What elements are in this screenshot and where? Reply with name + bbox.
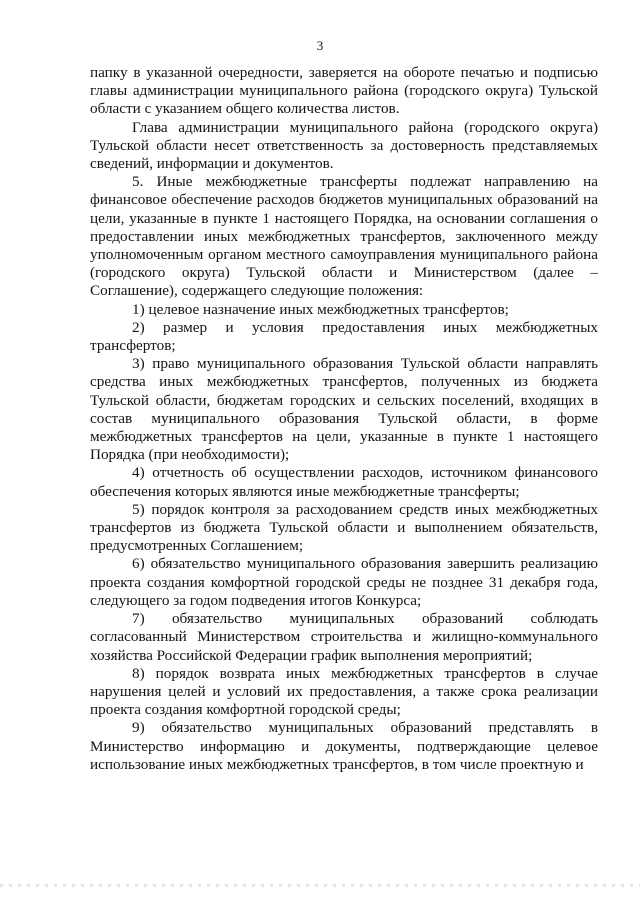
list-item-5: 5) порядок контроля за расходованием средств иных межбюджетных трансфертов из бюджета Тульской области и выполнением обязательств, предусмотренных Соглашением; [90, 500, 598, 555]
page-number: 3 [316, 38, 324, 53]
list-item-9: 9) обязательство муниципальных образований представлять в Министерство информацию и документы, подтверждающие целевое использование иных межбюджетных трансфертов, в том числе проектную и [90, 719, 598, 773]
list-item-3: 3) право муниципального образования Тульской области направлять средства иных межбюджетных трансфертов, полученных из бюджета Тульской области, бюджетам городских и сельских поселений, входящих в состав муниципального образования Тульской области, в форме межбюджетных трансфертов на цели, указанные в пункте 1 настоящего Порядка (при необходимости); [90, 355, 598, 464]
list-item-7: 7) обязательство муниципальных образований соблюдать согласованный Министерством строительства и жилищно-коммунального хозяйства Российской Федерации график выполнения мероприятий; [90, 610, 598, 664]
list-item-4: 4) отчетность об осуществлении расходов, источником финансового обеспечения которых являются иные межбюджетные трансферты; [90, 464, 598, 500]
paragraph-head-responsibility: Глава администрации муниципального района (городского округа) Тульской области несет ответственность за достоверность представляемых сведений, информации и документов. [90, 118, 598, 173]
document-body [90, 64, 598, 774]
list-item-8: 8) порядок возврата иных межбюджетных трансфертов в случае нарушения целей и условий их предоставления, а также срока реализации проекта создания комфортной городской среды; [90, 664, 598, 719]
list-item-6: 6) обязательство муниципального образования завершить реализацию проекта создания комфортной городской среды не позднее 31 декабря года, следующего за годом подведения итогов Конкурса; [90, 555, 598, 609]
paragraph-continuation: папку в указанной очередности, заверяется на обороте печатью и подписью главы администрации муниципального района (городского округа) Тульской области с указанием общего количества листов. [90, 64, 598, 118]
scan-edge-artifact [0, 884, 640, 887]
list-item-1: 1) целевое назначение иных межбюджетных трансфертов; [132, 300, 509, 318]
paragraph-item-5: 5. Иные межбюджетные трансферты подлежат направлению на финансовое обеспечение расходов бюджетов муниципальных образований на цели, указанные в пункте 1 настоящего Порядка, на основании соглашения о предоставлении иных межбюджетных трансфертов, заключенного между уполномоченным органом местного самоуправления муниципального района (городского округа) Тульской области и Министерством (далее – Соглашение), содержащего следующие положения: [90, 173, 598, 300]
list-item-2: 2) размер и условия предоставления иных межбюджетных трансфертов; [90, 318, 598, 355]
